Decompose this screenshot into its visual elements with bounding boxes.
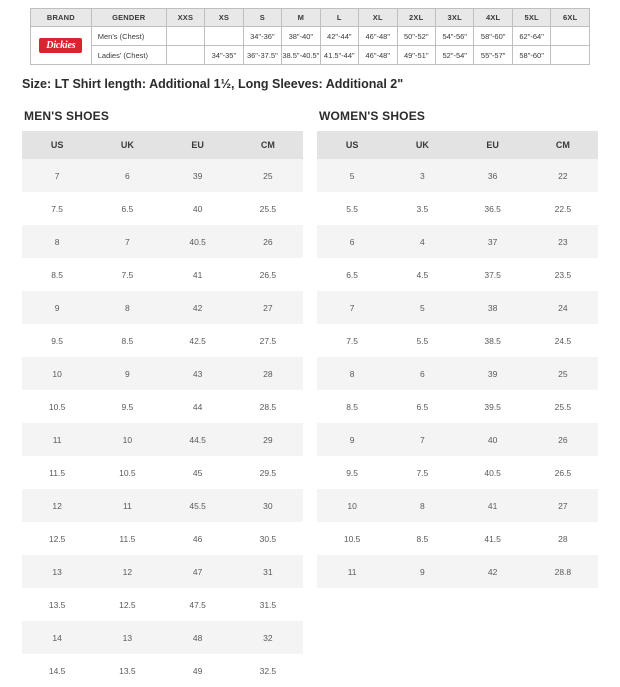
womens-header-eu: EU — [458, 131, 528, 159]
table-row — [317, 324, 598, 357]
womens-shoes-block — [317, 109, 598, 687]
header-m: M — [282, 9, 320, 27]
mens-size-4xl: 58"-60" — [474, 27, 512, 46]
womens-header-us: US — [317, 131, 387, 159]
mens_shoes-cell: 32.5 — [233, 654, 303, 687]
mens_shoes-cell: 9.5 — [22, 324, 92, 357]
mens-size-2xl: 50"-52" — [397, 27, 435, 46]
table-row — [317, 258, 598, 291]
table-row — [317, 456, 598, 489]
womens-shoes-table — [317, 131, 598, 588]
mens-header-us: US — [22, 131, 92, 159]
womens_shoes-cell: 28.8 — [528, 555, 598, 588]
table-row — [22, 621, 303, 654]
table-row — [31, 27, 590, 46]
womens_shoes-cell: 6 — [317, 225, 387, 258]
womens_shoes-cell: 9.5 — [317, 456, 387, 489]
womens_shoes-cell: 5.5 — [387, 324, 457, 357]
table-row — [22, 390, 303, 423]
mens_shoes-cell: 42 — [163, 291, 233, 324]
womens_shoes-cell: 3.5 — [387, 192, 457, 225]
ladies-size-s: 36"-37.5" — [243, 46, 281, 65]
mens-size-5xl: 62"-64" — [512, 27, 550, 46]
ladies-size-m: 38.5"-40.5" — [282, 46, 320, 65]
womens_shoes-cell: 26.5 — [528, 456, 598, 489]
mens_shoes-cell: 12 — [92, 555, 162, 588]
womens_shoes-cell: 37.5 — [458, 258, 528, 291]
womens_shoes-cell: 3 — [387, 159, 457, 192]
mens_shoes-cell: 10.5 — [22, 390, 92, 423]
brand-table-header — [31, 9, 590, 27]
mens_shoes-cell: 32 — [233, 621, 303, 654]
womens_shoes-cell: 6.5 — [317, 258, 387, 291]
mens-shoes-table — [22, 131, 303, 687]
header-xxs: XXS — [166, 9, 204, 27]
mens_shoes-cell: 12 — [22, 489, 92, 522]
mens_shoes-cell: 7 — [22, 159, 92, 192]
womens_shoes-cell: 9 — [317, 423, 387, 456]
mens-size-s: 34"-36" — [243, 27, 281, 46]
mens-shoes-title: MEN'S SHOES — [24, 109, 110, 123]
womens_shoes-cell: 5.5 — [317, 192, 387, 225]
mens_shoes-cell: 28.5 — [233, 390, 303, 423]
womens_shoes-cell: 8.5 — [317, 390, 387, 423]
table-row — [22, 192, 303, 225]
womens_shoes-cell: 7.5 — [317, 324, 387, 357]
womens_shoes-cell: 24.5 — [528, 324, 598, 357]
womens_shoes-cell: 23 — [528, 225, 598, 258]
table-row — [22, 423, 303, 456]
mens_shoes-cell: 13.5 — [22, 588, 92, 621]
womens_shoes-cell: 8 — [317, 357, 387, 390]
womens_shoes-cell: 36 — [458, 159, 528, 192]
womens_shoes-cell: 5 — [387, 291, 457, 324]
ladies-size-xs: 34"-35" — [205, 46, 243, 65]
womens_shoes-cell: 22 — [528, 159, 598, 192]
womens_shoes-cell: 4 — [387, 225, 457, 258]
size-note: Size: LT Shirt length: Additional 1½, Long Sleeves: Additional 2" — [22, 77, 404, 91]
mens_shoes-cell: 8 — [92, 291, 162, 324]
table-row — [317, 225, 598, 258]
womens-shoes-body — [317, 159, 598, 588]
mens_shoes-cell: 45.5 — [163, 489, 233, 522]
mens_shoes-cell: 10 — [92, 423, 162, 456]
womens_shoes-cell: 39 — [458, 357, 528, 390]
mens_shoes-cell: 11.5 — [92, 522, 162, 555]
womens_shoes-cell: 39.5 — [458, 390, 528, 423]
header-gender: GENDER — [91, 9, 166, 27]
header-xl: XL — [359, 9, 397, 27]
mens_shoes-cell: 9 — [92, 357, 162, 390]
table-row — [317, 522, 598, 555]
womens_shoes-cell: 11 — [317, 555, 387, 588]
mens_shoes-cell: 13 — [22, 555, 92, 588]
ladies-size-3xl: 52"-54" — [435, 46, 473, 65]
table-row — [317, 159, 598, 192]
mens_shoes-cell: 44 — [163, 390, 233, 423]
table-row — [22, 456, 303, 489]
womens_shoes-cell: 6.5 — [387, 390, 457, 423]
womens_shoes-cell: 5 — [317, 159, 387, 192]
table-row — [317, 291, 598, 324]
mens_shoes-cell: 7.5 — [92, 258, 162, 291]
ladies-size-4xl: 55"-57" — [474, 46, 512, 65]
mens_shoes-cell: 31.5 — [233, 588, 303, 621]
womens_shoes-cell: 40 — [458, 423, 528, 456]
womens_shoes-cell: 38 — [458, 291, 528, 324]
mens_shoes-cell: 40 — [163, 192, 233, 225]
mens_shoes-cell: 27.5 — [233, 324, 303, 357]
mens_shoes-cell: 11 — [92, 489, 162, 522]
table-row — [22, 159, 303, 192]
womens_shoes-cell: 37 — [458, 225, 528, 258]
mens_shoes-cell: 40.5 — [163, 225, 233, 258]
mens_shoes-cell: 9 — [22, 291, 92, 324]
ladies-size-2xl: 49"-51" — [397, 46, 435, 65]
mens-header-uk: UK — [92, 131, 162, 159]
womens_shoes-cell: 23.5 — [528, 258, 598, 291]
womens_shoes-cell: 38.5 — [458, 324, 528, 357]
table-header-row — [22, 131, 303, 159]
table-row — [317, 390, 598, 423]
header-3xl: 3XL — [435, 9, 473, 27]
table-row — [22, 588, 303, 621]
womens_shoes-cell: 10 — [317, 489, 387, 522]
womens-shoes-title: WOMEN'S SHOES — [319, 109, 426, 123]
womens_shoes-cell: 36.5 — [458, 192, 528, 225]
header-2xl: 2XL — [397, 9, 435, 27]
mens-size-xxs — [166, 27, 204, 46]
mens_shoes-cell: 43 — [163, 357, 233, 390]
mens_shoes-cell: 29 — [233, 423, 303, 456]
mens-size-l: 42"-44" — [320, 27, 358, 46]
mens_shoes-cell: 8.5 — [92, 324, 162, 357]
mens_shoes-cell: 8.5 — [22, 258, 92, 291]
table-header-row — [317, 131, 598, 159]
table-row — [22, 357, 303, 390]
dickies-logo: Dickies — [39, 38, 82, 53]
mens_shoes-cell: 8 — [22, 225, 92, 258]
mens_shoes-cell: 45 — [163, 456, 233, 489]
table-row — [22, 258, 303, 291]
mens_shoes-cell: 48 — [163, 621, 233, 654]
womens_shoes-cell: 40.5 — [458, 456, 528, 489]
table-row — [31, 46, 590, 65]
mens_shoes-cell: 7.5 — [22, 192, 92, 225]
womens_shoes-cell: 7.5 — [387, 456, 457, 489]
table-row — [317, 357, 598, 390]
womens-header-uk: UK — [387, 131, 457, 159]
header-6xl: 6XL — [551, 9, 590, 27]
ladies-size-5xl: 58"-60" — [512, 46, 550, 65]
header-l: L — [320, 9, 358, 27]
womens_shoes-cell: 41.5 — [458, 522, 528, 555]
table-row — [22, 225, 303, 258]
header-5xl: 5XL — [512, 9, 550, 27]
table-row — [317, 423, 598, 456]
ladies-size-xl: 46"-48" — [359, 46, 397, 65]
mens-shoes-body — [22, 159, 303, 687]
mens_shoes-cell: 30.5 — [233, 522, 303, 555]
mens_shoes-cell: 47.5 — [163, 588, 233, 621]
womens_shoes-cell: 4.5 — [387, 258, 457, 291]
mens-size-3xl: 54"-56" — [435, 27, 473, 46]
mens_shoes-cell: 14 — [22, 621, 92, 654]
header-xs: XS — [205, 9, 243, 27]
table-row — [317, 489, 598, 522]
table-row — [317, 555, 598, 588]
mens_shoes-cell: 13.5 — [92, 654, 162, 687]
ladies-size-6xl — [551, 46, 590, 65]
womens_shoes-cell: 9 — [387, 555, 457, 588]
mens_shoes-cell: 14.5 — [22, 654, 92, 687]
womens_shoes-cell: 42 — [458, 555, 528, 588]
mens_shoes-cell: 26 — [233, 225, 303, 258]
womens_shoes-cell: 7 — [387, 423, 457, 456]
shoes-section — [22, 109, 598, 687]
mens_shoes-cell: 44.5 — [163, 423, 233, 456]
mens_shoes-cell: 49 — [163, 654, 233, 687]
womens_shoes-cell: 8 — [387, 489, 457, 522]
womens_shoes-cell: 24 — [528, 291, 598, 324]
mens_shoes-cell: 29.5 — [233, 456, 303, 489]
mens_shoes-cell: 9.5 — [92, 390, 162, 423]
mens_shoes-cell: 7 — [92, 225, 162, 258]
ladies-size-l: 41.5"-44" — [320, 46, 358, 65]
mens-size-xl: 46"-48" — [359, 27, 397, 46]
mens_shoes-cell: 28 — [233, 357, 303, 390]
mens_shoes-cell: 12.5 — [92, 588, 162, 621]
womens-shoes-header — [317, 131, 598, 159]
table-header-row — [31, 9, 590, 27]
gender-mens: Men's (Chest) — [91, 27, 166, 46]
mens-shoes-header — [22, 131, 303, 159]
gender-ladies: Ladies' (Chest) — [91, 46, 166, 65]
womens_shoes-cell: 6 — [387, 357, 457, 390]
mens_shoes-cell: 42.5 — [163, 324, 233, 357]
mens_shoes-cell: 47 — [163, 555, 233, 588]
table-row — [22, 324, 303, 357]
mens_shoes-cell: 11.5 — [22, 456, 92, 489]
brand-table-body — [31, 27, 590, 65]
mens_shoes-cell: 6 — [92, 159, 162, 192]
header-4xl: 4XL — [474, 9, 512, 27]
mens_shoes-cell: 26.5 — [233, 258, 303, 291]
mens_shoes-cell: 27 — [233, 291, 303, 324]
mens-shoes-block — [22, 109, 303, 687]
brand-logo-cell — [31, 27, 92, 65]
mens-size-m: 38"-40" — [282, 27, 320, 46]
table-row — [317, 192, 598, 225]
womens_shoes-cell: 22.5 — [528, 192, 598, 225]
mens-size-6xl — [551, 27, 590, 46]
mens_shoes-cell: 10 — [22, 357, 92, 390]
mens_shoes-cell: 31 — [233, 555, 303, 588]
mens_shoes-cell: 10.5 — [92, 456, 162, 489]
mens_shoes-cell: 41 — [163, 258, 233, 291]
mens_shoes-cell: 6.5 — [92, 192, 162, 225]
mens-size-xs — [205, 27, 243, 46]
header-brand: BRAND — [31, 9, 92, 27]
table-row — [22, 291, 303, 324]
womens-header-cm: CM — [528, 131, 598, 159]
table-row — [22, 555, 303, 588]
mens_shoes-cell: 46 — [163, 522, 233, 555]
mens_shoes-cell: 12.5 — [22, 522, 92, 555]
womens_shoes-cell: 8.5 — [387, 522, 457, 555]
womens_shoes-cell: 25 — [528, 357, 598, 390]
womens_shoes-cell: 41 — [458, 489, 528, 522]
womens_shoes-cell: 28 — [528, 522, 598, 555]
table-row — [22, 489, 303, 522]
table-row — [22, 654, 303, 687]
mens_shoes-cell: 25 — [233, 159, 303, 192]
mens_shoes-cell: 13 — [92, 621, 162, 654]
mens_shoes-cell: 39 — [163, 159, 233, 192]
womens_shoes-cell: 7 — [317, 291, 387, 324]
table-row — [22, 522, 303, 555]
mens_shoes-cell: 30 — [233, 489, 303, 522]
womens_shoes-cell: 10.5 — [317, 522, 387, 555]
brand-size-table — [30, 8, 590, 65]
womens_shoes-cell: 26 — [528, 423, 598, 456]
mens-header-cm: CM — [233, 131, 303, 159]
mens_shoes-cell: 25.5 — [233, 192, 303, 225]
womens_shoes-cell: 27 — [528, 489, 598, 522]
mens-header-eu: EU — [163, 131, 233, 159]
mens_shoes-cell: 11 — [22, 423, 92, 456]
header-s: S — [243, 9, 281, 27]
size-chart-page — [0, 8, 620, 676]
womens_shoes-cell: 25.5 — [528, 390, 598, 423]
ladies-size-xxs — [166, 46, 204, 65]
